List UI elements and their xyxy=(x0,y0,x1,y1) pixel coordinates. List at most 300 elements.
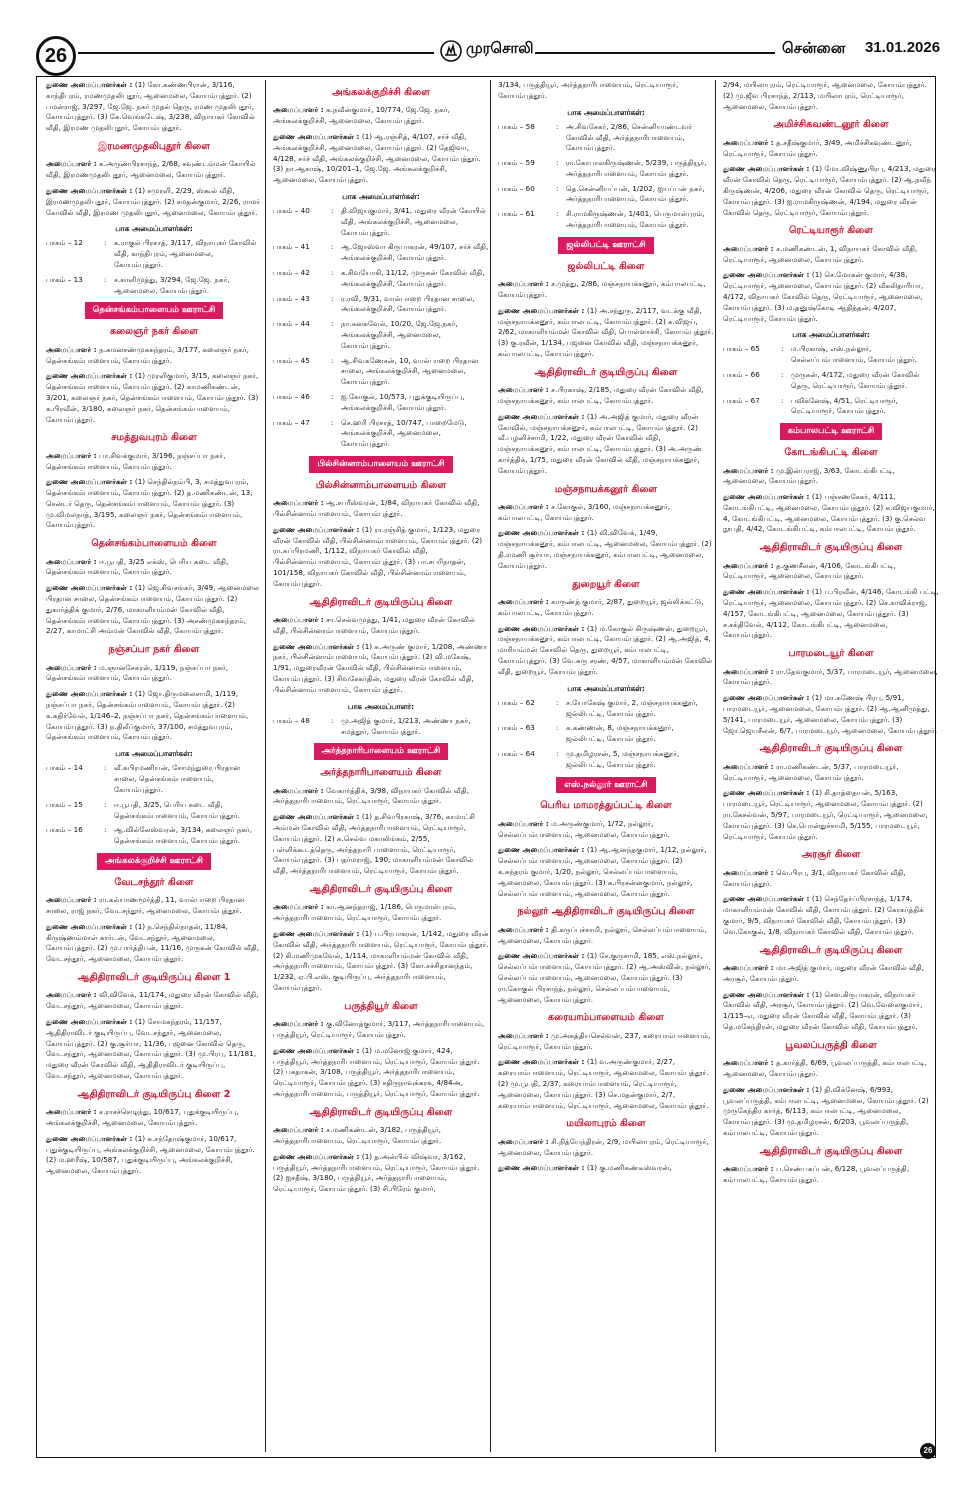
role-label: அமைப்பாளர் : xyxy=(723,243,777,253)
appointment-entry xyxy=(46,371,262,425)
ward-number: பாகம் – 13 xyxy=(46,274,83,284)
appointee-details: ரா.மணிகண்டன், 5/37, பாரமடையூர், ரெட்டியாரூர், ஆனைமலை, கோயம்புத்தூர். xyxy=(723,761,899,782)
appointment-entry xyxy=(723,788,939,842)
ward-entry xyxy=(46,275,262,297)
appointment-entry xyxy=(498,624,714,678)
column-rule xyxy=(715,80,716,1452)
appointment-entry xyxy=(723,693,939,736)
ward-separator: : xyxy=(331,355,334,365)
role-label: துணை அமைப்பாளர்கள் : xyxy=(723,788,812,798)
ward-organiser: ஆ.வில்லேஸ்வரன், 3/134, கலைஞர் நகர், தென்சங்கம்பாளையம், கோயம்புத்தூர். xyxy=(114,825,253,846)
appointee-details: (1) மா.கணேஷ் பிரபு, 5/91, பாரமடையூர், ஆனைமலை, கோயம்புத்தூர். (2) ஆ.ஆனிமுத்து, 5/141, பாரமடையூர், ஆனைமலை, கோயம்புத்தூர். (3) ஜோ.ஜெயசீலன், 6/7, பாரமடையூர், ஆனைமலை, கோயம்புத்தூர். xyxy=(723,693,938,735)
branch-heading: ஆதிதிராவிடர் குடியிருப்பு கிளை 2 xyxy=(77,1088,231,1100)
ward-organiser: அ.சிவசேகர், 2/86, சென்னியாண்டவர் கோவில் வீதி, அர்த்தநாரிபாளையம், கோயம்புத்தூர். xyxy=(566,121,693,153)
ward-number: பாகம் – 60 xyxy=(498,183,535,193)
appointment-entry xyxy=(723,138,939,160)
appointee-details: த.சதீஷ்குமார், 3/49, அமிச்சிகவுண்டனூர், ரெட்டியாரூர், கோயம்புத்தூர். xyxy=(723,137,912,158)
ward-entry xyxy=(723,370,939,392)
ward-separator: : xyxy=(556,158,559,168)
ward-number: பாகம் – 66 xyxy=(723,370,760,380)
text-column-1 xyxy=(46,80,262,1452)
appointee-details: 2/94, மயிலாபுரம், ரெட்டியாரூர், ஆனைமலை, கோயம்புத்தூர். (2) மு.ஜீவ பிரசாந்த், 2/113, மயிலாபுரம், ரெட்டியாரூர், ஆனைமலை, கோயம்புத்தூர். xyxy=(723,80,927,111)
appointment-entry xyxy=(498,80,714,102)
appointment-entry xyxy=(273,525,489,590)
appointment-entry xyxy=(46,451,262,473)
role-label: அமைப்பாளர் : xyxy=(498,1136,552,1146)
role-label: துணை அமைப்பாளர்கள் : xyxy=(46,583,135,593)
panchayat-banner xyxy=(498,237,714,254)
column-rule xyxy=(265,80,266,1452)
ward-organiser: நா.கனகவேல், 10/20, ஜே.ஜே.நகர், அங்கலக்குறிச்சி, ஆனைமலை, கோயம்புத்தூர். xyxy=(341,319,458,350)
appointee-details: (1) கோ.கண்ணபிரான், 3/116, காந்திபுரம், ரமணமுதலிபுதூர், ஆனைமலை, கோயம்புத்தூர். (2) பமன்ராஜ், 3/297, ஜே.ஜே. நகர் முதல் தெரு, ரமண முதலிபுதூர், கோயம்புத்தூர். (3) கே.வெங்கடேஷ், 3/238, விநாயகர் கோவில் வீதி, இரமண முதலிபுதூர், கோயம்புத்தூர். xyxy=(46,80,255,133)
ward-organiser: ஈ.பூபதி, 3/25, பெரிய கடை வீதி, தென்சங்கம்பாளையம், கோயம்புத்தூர். xyxy=(114,799,240,820)
role-label: துணை அமைப்பாளர்கள் : xyxy=(723,270,812,280)
appointment-entry xyxy=(273,1046,489,1100)
appointment-entry xyxy=(46,159,262,181)
appointment-entry xyxy=(273,105,489,127)
branch-heading: இரமணமுதலிபுதூர் கிளை xyxy=(97,140,211,152)
ward-organiser: ம.பிரகாஷ், எஸ்.நல்லூர், செல்லப்பம்பாளையம், கோயம்புத்தூர். xyxy=(791,344,917,365)
appointee-details: (1) ந.செந்தில்நாதன், 11/84, கிருஷ்ணம்மாள் கார்டன், வேடசந்தூர், ஆனைமலை, கோயம்புத்தூர். (2) மு.பார்த்திபன், 11/16, முருகன் கோவில் வீதி, வேடசந்தூர், ஆனைமலை, கோயம்புத்தூர். xyxy=(46,921,260,964)
branch-heading: அங்கலக்குறிச்சி கிளை xyxy=(332,87,430,98)
ward-separator: : xyxy=(104,238,107,248)
appointee-details: (1) த.சிவபிரகாஷ், 3/76, காமாட்சி அம்மன் கோவில் வீதி, அர்த்தநாரிபாளையம், ரெட்டியாரூர், கோயம்புத்தூர். (2) சு.செல்வ மகாலிங்கம், 2/55, பள்ளிக்கூடத்தெரு, அர்த்தநாரி பாளையம், ரெட்டியாரூர், கோயம்புத்தூர். (3) பதர்மராஜ், 190, மாகாளியம்மன் கோவில் வீதி, அர்த்தநாரிபாளையம், ரெட்டியாரூர், கோயம்புத்தூர். xyxy=(273,812,476,876)
ward-entry xyxy=(273,418,489,450)
ward-organiser: தி.விஜயகுமார், 3/41, மதுரை வீரன் கோயில் வீதி, அங்கலக்குறிச்சி, ஆனைமலை, கோயம்புத்தூர். xyxy=(341,206,486,237)
appointment-entry xyxy=(498,385,714,407)
ward-separator: : xyxy=(104,825,107,835)
appointment-entry xyxy=(498,1031,714,1053)
appointment-entry xyxy=(273,132,489,186)
appointee-details: (1) ம.கோகுல் கிருஷ்ணன், துறையூர், மஞ்சநாயக்கனூர், கம்பாலபட்டி, கோயம்புத்தூர். (2) ஆ.அஜித், 4, மாரியம்மன் கோவில் தெரு, துறையூர், கம்பாலபட்டி, கோயம்புத்தூர். (3) வே.சுரு சரண், 4/57, மாகாளியம்மன் கோவில் வீதி, துறையூர், கோயம்புத்தூர். xyxy=(498,623,713,676)
appointment-entry xyxy=(273,902,489,924)
ward-entry xyxy=(273,392,489,414)
ward-separator: : xyxy=(104,763,107,773)
ward-entry xyxy=(273,716,489,738)
appointment-entry xyxy=(498,528,714,571)
branch-heading: ஆதிதிராவிடர் குடியிருப்பு கிளை xyxy=(309,596,453,608)
branch-heading: பெரிய மாமரத்துப்பட்டி கிளை xyxy=(540,800,672,812)
appointee-details: (1) த.அன்பில் விஷ்வா, 3/162, பருத்தியூர், அர்த்தநாரிபாளையம், ரெட்டியாரூர், கோயம்புத்தூர். (2) ஐசதீஷ், 3/180, பருத்தியூர், அர்த்தநாரிபாளையம், ரெட்டியாரூர், கோயம்புத்தூர். (3) சி.பிரேம் குமார், xyxy=(273,1151,480,1194)
ward-organiser: ஆ.ஜோஸ்வா கிருபாகரன், 49/107, சர்ச் வீதி, அங்கலக்குறிச்சி, கோயம்புத்தூர். xyxy=(341,242,489,263)
appointee-details: (1) பஞ்சணசேகர், 4/111, கோடங்கிபட்டி, ஆனைமலை, கோயம்புத்தூர். (2) க.விஜயகுமார், 4, கோடங்கிபட்டி, ஆனைமலை, கோயம்புத்தூர். (3) கு.செல்வ நூபதி, 4/42, கோடங்கிபட்டி, கம்பாலபட்டி, கோயம்புத்தூர். xyxy=(723,492,935,534)
text-column-3 xyxy=(498,80,714,1452)
appointee-details: வெ.பிரபு, 3/1, விநாயகர் கோவில் வீதி, கோயம்புத்தூர். xyxy=(723,867,906,888)
appointment-entry xyxy=(46,557,262,579)
section-subheading: பாக அமைப்பாளர்கள்: xyxy=(115,224,193,234)
panchayat-banner-label: ஜல்லிபட்டி ஊராட்சி xyxy=(558,237,653,254)
role-label: அமைப்பாளர் : xyxy=(46,662,100,672)
role-label: அமைப்பாளர் : xyxy=(723,1164,777,1174)
role-label: அமைப்பாளர் : xyxy=(273,785,327,795)
role-label: துணை அமைப்பாளர்கள் : xyxy=(498,1163,587,1173)
appointment-entry xyxy=(723,1058,939,1080)
role-label: அமைப்பாளர் : xyxy=(273,1125,327,1135)
branch-heading: ஆதிதிராவிடர் குடியிருப்பு கிளை 1 xyxy=(77,971,231,983)
ward-number: பாகம் – 43 xyxy=(273,293,310,303)
appointment-entry xyxy=(723,990,939,1033)
appointee-details: ச.ராசச்செழுந்து, 10/617, புதுக்குடியிருப்பு, அங்கலக்குறிச்சி, ஆனைமலை, கோயம்புத்தூர். xyxy=(46,1107,239,1127)
ward-number: பாகம் – 64 xyxy=(498,748,535,758)
appointment-entry xyxy=(273,786,489,808)
role-label: துணை அமைப்பாளர்கள் : xyxy=(46,80,135,89)
appointee-details: (1) செந்தில்நம்பி, 3, சமத்துவபுரம், தென்சங்கம்பாளையம், கோயம்புத்தூர். (2) த.மணிகண்டன், 13, சென்டர் தெரு, தென்சங்கம்பாளையம், கோயம்புத்தூர். (3) மு.விமலநாத், 3/195, கலைஞர் நகர், தென்சங்கம்பாளையம், கோயம்புத்தூர். xyxy=(46,477,253,530)
panchayat-banner xyxy=(46,302,262,319)
ward-organiser: க.சிவயோகி, 11/12, முருகன் கோவில் வீதி, அங்கலக்குறிச்சி, கோயம்புத்தூர். xyxy=(341,268,485,288)
branch-heading: கரையாம்பாளையம் கிளை xyxy=(548,1012,664,1024)
role-label: துணை அமைப்பாளர்கள் : xyxy=(723,164,812,174)
role-label: துணை அமைப்பாளர்கள் : xyxy=(273,131,362,141)
branch-heading: ஆதிதிராவிடர் குடியிருப்பு கிளை xyxy=(534,366,678,378)
role-label: துணை அமைப்பாளர்கள் : xyxy=(46,1016,135,1026)
appointee-details: ரா.கல்யாணமூர்த்தி, 11, வால்பாறை பிரதான சாலை, ராஜ் நகர், வேடசந்தூர், ஆனைமலை, கோயம்புத்தூர். xyxy=(46,895,245,915)
column-rule xyxy=(490,80,491,1452)
appointee-details: (1) ஆ.ரஞ்சித், 4/107, சர்ச் வீதி, அங்கலக்குறிச்சி, ஆனைமலை, கோயம்புத்தூர். (2) தேஜிவா, 4/128, சர்ச் வீதி, அங்கலக்குறிச்சி, ஆனைமலை, கோயம்புத்தூர். (3) நா.ஆகாஷ், 10/201–1, ஜே.ஜே. அங்கலக்குறிச்சி, ஆனைமலை, கோயம்புத்தூர். xyxy=(273,131,481,185)
appointee-details: (1) கு.மணிகண்டீஸ்வரன், xyxy=(586,1163,672,1173)
appointee-details: (1) சமுரளி, 2/29, ஸ்கூல் வீதி, இரமணமுதலிபுதூர், கோயம்புத்தூர். (2) சமதன்குமார், 2/26, ராமர் கோவில் வீதி, இரமண முதலிபுதூர், ஆனைமலை, கோயம்புத்தூர். xyxy=(46,185,261,217)
role-label: அமைப்பாளர் : xyxy=(723,666,777,676)
ward-entry xyxy=(498,698,714,720)
ward-entry xyxy=(273,319,489,351)
ward-organiser: ச.காளிமுத்து, 3/294, ஜே.ஜே. நகர், ஆனைமலை, கோயம்புத்தூர். xyxy=(114,274,230,295)
ward-organiser: ச.யோகேஷ் குமார், 2, மஞ்சநாயக்கனூர், ஜல்லிபட்டி, கோயம்புத்தூர். xyxy=(566,697,698,718)
branch-heading: மயிலாபுரம் கிளை xyxy=(566,1118,646,1130)
appointment-entry xyxy=(498,597,714,619)
ward-organiser: செ.ஹரி பிரசாத், 10/747, பாறைமேடு, அங்கலக்குறிச்சி, ஆனைமலை, கோயம்புத்தூர். xyxy=(341,417,467,449)
ward-number: பாகம் – 42 xyxy=(273,268,310,278)
ward-number: பாகம் – 40 xyxy=(273,206,310,216)
role-label: துணை அமைப்பாளர்கள் : xyxy=(498,1057,587,1067)
masthead xyxy=(0,0,972,67)
role-label: அமைப்பாளர் : xyxy=(723,867,777,877)
issue-date: 31.01.2026 xyxy=(865,39,941,56)
ward-organiser: தெ.சென்னியப்பன், 1/202, ஐயப்பன் நகர், அர்த்தநாரிபாளையம், கோயம்புத்தூர். xyxy=(566,183,705,204)
panchayat-banner-label: அங்கலக்குறிச்சி ஊராட்சி xyxy=(97,853,211,870)
role-label: அமைப்பாளர் : xyxy=(498,818,552,828)
branch-heading: வேடசந்தூர் கிளை xyxy=(114,876,194,888)
ward-entry xyxy=(46,825,262,847)
section-subheading: பாக அமைப்பாளர்கள்: xyxy=(567,683,645,693)
appointee-details: ப.செண்பகப்பன், 6/128, பூவலப்பருத்தி, கம்பாலபட்டி, கோயம்புத்தூர். xyxy=(723,1164,910,1184)
branch-heading: பாரமடையூர் கிளை xyxy=(788,648,874,660)
ward-organiser: மு.தமிழரசன், 5, மஞ்சநாயக்கனூர், ஜல்லிபட்டி, கோயம்புத்தூர். xyxy=(566,748,680,769)
role-label: அமைப்பாளர் : xyxy=(46,1107,100,1117)
ward-number: பாகம் – 63 xyxy=(498,723,535,733)
appointment-entry xyxy=(498,1137,714,1159)
appointee-details: (1) வி.விவேக், 1/49, மஞ்சநாயக்கனூர், கம்பாலபட்டி, ஆனைமலை, கோயம்புத்தூர். (2) தி.ரமணி சூர்யா, மஞ்சநாயக்கனூர், கம்பாலபட்டி, ஆனைமலை, கோயம்புத்தூர். xyxy=(498,528,712,570)
ward-entry xyxy=(273,206,489,238)
appointment-entry xyxy=(723,1164,939,1186)
appointment-entry xyxy=(723,270,939,324)
role-label: துணை அமைப்பாளர்கள் : xyxy=(498,528,587,538)
section-subheading: பாக அமைப்பாளர்கள்: xyxy=(567,107,645,117)
appointee-details: ம.அருண்குமார், 1/72, நல்லூர், செல்லப்பம்பாளையம், ஆனைமலை, கோயம்புத்தூர். xyxy=(498,818,670,839)
panchayat-banner xyxy=(273,456,489,473)
ward-separator: : xyxy=(104,274,107,284)
ward-organiser: க.கண்ணன், 8, மஞ்சநாயக்கனூர், ஜல்லிபட்டி, கோயம்புத்தூர். xyxy=(566,723,674,744)
appointee-details: தி.கருப்புச்சாமி, நல்லூர், செல்லப்பம்பாளையம், ஆனைமலை, கோயம்புத்தூர். xyxy=(498,924,707,945)
role-label: அமைப்பாளர் : xyxy=(723,560,777,570)
branch-heading: நஞ்சப்பா நகர் கிளை xyxy=(108,644,200,656)
role-label: அமைப்பாளர் : xyxy=(46,556,100,566)
role-label: துணை அமைப்பாளர்கள் : xyxy=(498,845,587,855)
ward-number: பாகம் – 62 xyxy=(498,697,535,707)
appointee-details: ந.சுமனசண்முகசுந்தரம், 3/177, கலைஞர் நகர், தென்சங்கம்பாளையம், கோயம்புத்தூர். xyxy=(46,344,249,365)
appointee-details: காருண்த் குமார், 2/87, துறையூர், ஜல்லிக்கட்டு, கம்பாலபட்டி, கோயம்புத்தூர். xyxy=(498,597,704,617)
ward-entry xyxy=(498,122,714,154)
branch-heading: ஆதிதிராவிடர் குடியிருப்பு கிளை xyxy=(759,944,903,956)
appointment-entry xyxy=(273,498,489,520)
role-label: அமைப்பாளர் : xyxy=(273,902,327,912)
appointee-details: (1) ரா.ரஞ்சித் குமார், 1/123, மதுரை வீரன் கோவில் வீதி, பில்சின்னாம்பாளையம், கோயம்புத்தூர். (2) ரா.சுப்பிரமணி, 1/112, விநாயகர் கோவில் வீதி, பில்சின்னாம்பாளையம், கோயம்புத்தூர். (3) பா.சபரிநாதன், 101/158, விநாயகர் கோவில் வீதி, பில்சின்னாம்பாளையம், கோயம்புத்தூர். xyxy=(273,524,483,588)
ward-organiser: ஐ.கோகுல், 10/573, புதுக்குடியிருப்பு, அங்கலக்குறிச்சி, கோயம்புத்தூர். xyxy=(341,392,465,412)
panchayat-banner-label: தென்சங்கம்பாளையம் ஊராட்சி xyxy=(85,302,224,319)
role-label: அமைப்பாளர் : xyxy=(498,597,552,607)
appointee-details: ச.முத்து, 2/86, மஞ்சநாயக்கனூர், கம்பாலபட்டி, கோயம்புத்தூர். xyxy=(498,279,706,299)
branch-heading: ரெட்டியாரூர் கிளை xyxy=(789,225,873,237)
role-label: துணை அமைப்பாளர்கள் : xyxy=(723,989,812,999)
appointment-entry xyxy=(498,1163,714,1174)
branch-heading: கோடங்கிபட்டி கிளை xyxy=(784,447,878,459)
role-label: துணை அமைப்பாளர்கள் : xyxy=(723,492,812,502)
appointee-details: (1) செந்தேர்ப்பிரசாந்த், 1/174, மாகாளியம்மன் கோவில் வீதி, கோயம்புத்தூர். (2) கோகர்த்திக் குமார், 9/5, விநாயகர் கோவில் வீதி, கோயம்புத்தூர். (3) வெ.கோகுல், 1/8, விநாயகர் கோவில் வீதி, கோயம்புத்தூர். xyxy=(723,894,924,936)
appointment-entry xyxy=(723,894,939,937)
ward-separator: : xyxy=(331,268,334,278)
edition-city: சென்னை xyxy=(782,39,846,57)
role-label: துணை அமைப்பாளர்கள் : xyxy=(273,641,362,651)
section-subheading: பாக அமைப்பாளர்கள்: xyxy=(792,330,870,340)
appointee-details: (1) செள.கிருபாகரன், விநாயகர் கோவில் வீதி, அரசூர், கோயம்புத்தூர். (2) வெ.வேலைகுமார், 1/115–எ, மதுரை வீரன் கோவில் வீதி, கோயம்புத்தூர். (3) தெ.மகேந்திரன், மதுரை வீரன் கோவில் வீதி, கோயம்புத்தூர். xyxy=(723,989,923,1031)
ward-organiser: முருகன், 4/172, மதுரை வீரன் கோவில் தெரு, ரெட்டியாரூர், கோயம்புத்தூர். xyxy=(791,370,920,390)
appointment-entry xyxy=(723,868,939,890)
ward-separator: : xyxy=(556,723,559,733)
branch-heading: ஆதிதிராவிடர் குடியிருப்பு கிளை xyxy=(759,542,903,554)
appointment-entry xyxy=(723,762,939,784)
appointment-entry xyxy=(723,80,939,112)
appointment-entry xyxy=(498,1057,714,1111)
role-label: துணை அமைப்பாளர்கள் : xyxy=(273,812,362,822)
branch-heading: அர்த்தநாரிபாளையம் கிளை xyxy=(320,767,442,779)
ward-number: பாகம் – 46 xyxy=(273,392,310,402)
ward-entry xyxy=(273,268,489,290)
role-label: துணை அமைப்பாளர்கள் : xyxy=(273,1045,362,1055)
ward-entry xyxy=(723,344,939,366)
role-label: அமைப்பாளர் : xyxy=(498,501,552,511)
appointee-details: (1) முரளிகுமார், 3/15, கலைஞர் நகர், தென்சங்கம்பாளையம், கோயம்புத்தூர். (2) காமணிகண்டன், 3/201, கலைஞர் நகர், தென்சங்கம்பாளையம், கோயம்புத்தூர். (3) க.பிரவீன், 3/180, கலைஞர் நகர், தென்சங்கம்பாளையம், கோயம்புத்தூர். xyxy=(46,371,259,424)
appointee-details: க.அருண்பிரசாந்த், 2/68, சவுண்டம்மன் கோயில் வீதி, இரமணமுதலிபுதூர், ஆனைமலை, கோயம்புத்தூர். xyxy=(46,159,256,180)
ward-entry xyxy=(273,356,489,388)
appointment-entry xyxy=(723,1085,939,1139)
role-label: துணை அமைப்பாளர்கள் : xyxy=(498,623,587,633)
page-number: 26 xyxy=(36,36,76,76)
text-column-2 xyxy=(273,80,489,1452)
appointment-entry xyxy=(273,615,489,637)
appointee-details: (1) அ.அஜித் குமார், மதுரை வீரன் கோவில், மஞ்சநாயக்கனூர், கம்பாலபட்டி, கோயம்புத்தூர். (2) வீ.பழனிச்சாமி, 1/22, மதுரை வீரன் கோவில் வீதி, மஞ்சநாயக்கனூர், கம்பாலபட்டி, கோயம்புத்தூர். (3) அ.அருண் கார்த்திக், 1/75, மதுரை வீரன் கோவில் வீதி, மஞ்சநாயக்கனூர், கோயம்புத்தூர். xyxy=(498,411,703,475)
appointment-entry xyxy=(723,963,939,985)
role-label: அமைப்பாளர் : xyxy=(46,344,100,354)
appointee-details: (1) ப.பிரபாகரன், 1/142, மதுரை வீரன் கோவில் வீதி, அர்த்தநாரிபாளையம், ரெட்டியாரூர், கோயம்புத்தூர். (2) கி.மணிமுகவேல், 1/114, மாகாளியம்மன் கோவில் வீதி, அர்த்தநாரிபாளையம், கோயம்புத்தூர். (3) கோ.சச்சிதானந்தம், 1/232, ஏ.பி.எஸ். குடியிருப்பு, அர்த்தநாரிபாளையம், கோயம்புத்தூர். xyxy=(273,928,489,992)
footer-page-number: 26 xyxy=(920,1443,936,1459)
appointee-details: (1) வ.அருண்குமார், 2/27, கரையாம்பாளையம், ரெட்டியாரூர், ஆனைமலை, கோயம்புத்தூர். (2) மு.பூபதி, 2/37, கரையாம்பாளையம், ரெட்டியாரூர், ஆனைமலை, கோயம்புத்தூர். (3) செ.மதன்குமார், 2/7, கரையாம்பாளையம், ரெட்டியாரூர், ஆனைமலை, கோயம்புத்தூர். xyxy=(498,1057,709,1110)
appointment-entry xyxy=(46,663,262,685)
appointee-details: (1) ப.பிரவீன், 4/146, கோடங்கி பட்டி, ரெட்டியாரூர், ஆனைமலை, கோயம்புத்தூர். (2) செ.காவிக்ராஜ், 4/157, கோடங்கிபட்டி, ஆனைமலை, கோயம்புத்தூர். (3) ச.சக்திவேல், 4/112, கோடங்கிபட்டி, ஆனைமலை, கோயம்புத்தூர். xyxy=(723,587,939,640)
appointee-details: சா.செல்வமுத்து, 1/41, மதுரை வீரன் கோவில் வீதி, பில்சின்னாம்பாளையம், கோயம்புத்தூர். xyxy=(273,615,476,635)
section-subheading: பாக அமைப்பாளர்கள்: xyxy=(115,749,193,759)
appointment-entry xyxy=(46,80,262,134)
appointment-entry xyxy=(46,477,262,531)
role-label: அமைப்பாளர் : xyxy=(46,895,100,905)
panchayat-banner xyxy=(723,423,939,440)
appointment-entry xyxy=(498,845,714,899)
role-label: துணை அமைப்பாளர்கள் : xyxy=(498,411,587,421)
role-label: துணை அமைப்பாளர்கள் : xyxy=(273,928,362,938)
appointee-details: ஆ.சபரீஸ்வரன், 1/84, விநாயகர் கோவில் வீதி, பில்சின்னாம்பாளையம், கோயம்புத்தூர். xyxy=(273,498,480,519)
role-label: அமைப்பாளர் : xyxy=(273,1019,327,1029)
appointee-details: (1) மோ.விஷ்ணுபிரபு, 4/213, மதுரை வீரன் கோவில் தெரு, ரெட்டியாரூர், கோயம்புத்தூர். (2) ஆ.நவீந் கிருஷ்ணன், 4/206, மதுரை வீரன் கோவில் தெரு, ரெட்டியாரூர், கோயம்புத்தூர். (3) ஐ.ராமகிருஷ்ணன், 4/194, மதுரை வீரன் கோவில் தெரு, ரெட்டியாரூர், கோயம்புத்தூர். xyxy=(723,164,936,217)
ward-entry xyxy=(273,242,489,264)
branch-heading: அமிச்சிகவண்டனூர் கிளை xyxy=(773,119,889,131)
masthead-rule-right xyxy=(535,52,775,54)
ward-separator: : xyxy=(331,293,334,303)
appointee-details: (1) சே.குருசாமி, 185, எஸ்.நல்லூர், செல்லப்பம்பாளையம், கோயம்புத்தூர். (2) ஆ.அஸ்வின், நல்லூர், செல்லப்பம்பாளையம், ஆனைமலை, கோயம்புத்தூர். (3) ரா.கோகுல் பிரசாந்த், நல்லூர், செல்லப்பம்பாளையம், ஆனைமலை, கோயம்புத்தூர். xyxy=(498,951,711,1004)
branch-heading: பருத்தியூர் கிளை xyxy=(344,1000,418,1012)
branch-heading: சமத்துவபுரம் கிளை xyxy=(111,432,197,444)
role-label: அமைப்பாளர் : xyxy=(498,279,552,289)
appointment-entry xyxy=(46,1107,262,1129)
ward-organiser: ர.ரவி, 9/31, வால்பாறை பிரதான சாலை, அங்கலக்குறிச்சி, கோயம்புத்தூர். xyxy=(341,293,475,314)
ward-number: பாகம் – 58 xyxy=(498,121,535,131)
appointee-details: (1) சு.சந்தோஷ்குமார், 10/617, புதுக்குடியிருப்பு, அங்கலக்குறிச்சி, ஆனைமலை, கோயம்புத்தூர். (2) ம.ஹரீஷ், 10/587, புதுக்குடியிருப்பு, அங்கலக்குறிச்சி, ஆனைமலை, கோயம்புத்தூர். xyxy=(46,1133,255,1176)
newspaper-title: முரசொலி xyxy=(466,39,534,57)
role-label: அமைப்பாளர் : xyxy=(46,159,100,169)
branch-heading: மஞ்சநாயக்கனூர் கிளை xyxy=(554,483,658,495)
branch-heading: ஆதிதிராவிடர் குடியிருப்பு கிளை xyxy=(309,1106,453,1118)
appointment-entry xyxy=(273,1152,489,1195)
role-label: அமைப்பாளர் : xyxy=(723,137,777,147)
role-label: துணை அமைப்பாளர்கள் : xyxy=(498,305,587,315)
ward-number: பாகம் – 14 xyxy=(46,763,83,773)
ward-number: பாகம் – 45 xyxy=(273,355,310,365)
branch-heading: கலைஞர் நகர் கிளை xyxy=(109,326,199,338)
appointment-entry xyxy=(723,466,939,488)
ward-separator: : xyxy=(781,344,784,354)
ward-separator: : xyxy=(331,417,334,427)
role-label: துணை அமைப்பாளர்கள் : xyxy=(46,477,135,487)
appointee-details: கா.ஆனந்தராஜ், 1/186, பெருமாள்புரம், அர்த்தநாரிபாளையம், ரெட்டியாரூர், கோயம்புத்தூர். xyxy=(273,902,457,923)
panchayat-banner-label: பில்சின்னாம்பாளையம் ஊராட்சி xyxy=(309,456,452,473)
role-label: துணை அமைப்பாளர்கள் : xyxy=(46,921,135,931)
role-label: அமைப்பாளர் : xyxy=(273,498,327,508)
branch-heading: ஆதிதிராவிடர் குடியிருப்பு கிளை xyxy=(309,884,453,895)
ward-entry xyxy=(498,209,714,231)
ward-entry xyxy=(273,294,489,316)
ward-separator: : xyxy=(556,183,559,193)
panchayat-banner xyxy=(46,853,262,870)
role-label: அமைப்பாளர் : xyxy=(723,962,777,972)
appointee-details: (1) சி.தாத்தையன், 5/163, பாரமடையூர், ரெட்டியாரூர், ஆனைமலை, கோயம்புத்தூர். (2) ரா.கேசல்வன், 5/97, பாரமடையூர், ரெட்டியாரூர், ஆனைமலை, கோயம்புத்தூர். (3) செ.பொன்துச்சாமி, 5/155, பாரமடையூர், ரெட்டியாரூர், கோயம்புத்தூர். xyxy=(723,788,928,841)
appointee-details: த.குணசீலன், 4/106, கோடங்கிபட்டி, ரெட்டியாரூர், ஆனைமலை, கோயம்புத்தூர். xyxy=(723,560,896,581)
panchayat-banner-label: அர்த்தநாரிபாளையம் ஊராட்சி xyxy=(314,743,449,760)
appointment-entry xyxy=(723,561,939,583)
appointment-entry xyxy=(498,279,714,301)
appointee-details: சி.நித்யேந்திரன், 2/9, மயிலாபுரம், ரெட்டியாரூர், ஆனைமலை, கோயம்புத்தூர். xyxy=(498,1136,709,1157)
ward-entry xyxy=(498,723,714,745)
role-label: அமைப்பாளர் : xyxy=(273,105,327,115)
appointee-details: (1) அ.சந்துரு, 2/117, வடக்கு வீதி, மஞ்சநாயக்கனூர், கம்பாலபட்டி, கோயம்புத்தூர். (2) க.விஜய், 2/62, மாகாளியம்மன் கோவில் வீதி, பொள்ளாச்சி, கோயம்புத்தூர். (3) கு.ரவீன், 1/134, பஜனை கோவில் வீதி, மஞ்சநாயக்கனூர், கம்பாலபட்டி, கோயம்புத்தூர். xyxy=(498,305,714,358)
appointment-entry xyxy=(273,812,489,877)
appointee-details: மா.அஜித் குமார், மதுரை வீரன் கோவில் வீதி, அரசூர், கோயம்புத்தூர். xyxy=(723,962,925,983)
appointment-entry xyxy=(273,1019,489,1041)
ward-number: பாகம் – 44 xyxy=(273,319,310,329)
role-label: துணை அமைப்பாளர்கள் : xyxy=(723,693,812,703)
appointee-details: பா.சிவக்குமார், 3/196, நஞ்சப்பா நகர், தென்சங்கம்பாளையம், கோயம்புத்தூர். xyxy=(46,450,226,471)
appointee-details: ரா.தேவகுமார், 5/37, பாரமடையூர், ஆனைமலை, கோயம்புத்தூர். xyxy=(723,666,938,687)
appointment-entry xyxy=(498,925,714,947)
appointment-entry xyxy=(723,244,939,266)
role-label: துணை அமைப்பாளர்கள் : xyxy=(46,185,135,195)
appointment-entry xyxy=(498,819,714,841)
appointee-details: க.நவீன்குமார், 10/774, ஜே.ஜே. நகர், அங்கலக்குறிச்சி, ஆனைமலை, கோயம்புத்தூர். xyxy=(273,105,450,126)
role-label: துணை அமைப்பாளர்கள் : xyxy=(723,587,812,597)
appointment-entry xyxy=(273,642,489,696)
role-label: துணை அமைப்பாளர்கள் : xyxy=(46,371,135,381)
appointee-details: வி.விவேக், 11/174, மதுரை வீரன் கோவில் வீதி, வேடசந்தூர், ஆனைமலை, கோயம்புத்தூர். xyxy=(46,990,259,1011)
ward-number: பாகம் – 41 xyxy=(273,242,310,252)
ward-number: பாகம் – 48 xyxy=(273,715,310,725)
ward-number: பாகம் – 15 xyxy=(46,799,83,809)
appointee-details: மு.இன்பராஜ், 3/63, கோடங்கிபட்டி, ஆனைமலை, கோயம்புத்தூர். xyxy=(723,465,895,486)
ward-separator: : xyxy=(556,209,559,219)
ward-number: பாகம் – 59 xyxy=(498,158,535,168)
branch-heading: ஆதிதிராவிடர் குடியிருப்பு கிளை xyxy=(759,743,903,755)
ward-number: பாகம் – 67 xyxy=(723,395,760,405)
ward-entry xyxy=(46,800,262,822)
panchayat-banner-label: எஸ்.நல்லூர் ஊராட்சி xyxy=(556,777,655,794)
section-subheading: பாக அமைப்பாளர்கள்: xyxy=(342,191,420,201)
ward-separator: : xyxy=(781,370,784,380)
masthead-rule-left xyxy=(78,52,434,54)
appointment-entry xyxy=(498,951,714,1005)
appointment-entry xyxy=(46,689,262,743)
appointment-entry xyxy=(723,164,939,218)
ward-organiser: ஆ.சிவகணேசன், 10, வால்பாறை பிரதான சாலை, அங்கலக்குறிச்சி, ஆனைமலை, கோயம்புத்தூர். xyxy=(341,355,479,387)
appointment-entry xyxy=(46,186,262,218)
appointment-entry xyxy=(723,492,939,535)
ward-separator: : xyxy=(104,799,107,809)
appointee-details: ச.கோகுல், 3/160, மஞ்சநாயக்கனூர், கம்பாலபட்டி, கோயம்புத்தூர். xyxy=(498,501,671,522)
appointment-entry xyxy=(498,502,714,524)
appointee-details: மு.அகத்தியசெல்வன், 237, கரையாம்பாளையம், ரெட்டியாரூர், கோயம்புத்தூர். xyxy=(498,1030,711,1051)
appointee-details: (1) ஜோ.திருமலைசாமி, 1/119, நஞ்சப்பா நகர், தென்சங்கம்பாளையம், கோயம்புத்தூர். (2) க.கதிர்வேல், 1/146–2, நஞ்சப்பா நகர், தென்சங்கம்பாளையம், கோயம்புத்தூர். (3) ந.திலீப்குமார், 37/100, சமத்துவபுரம், தென்சங்கம்பாளையம், கோயம்புத்தூர். xyxy=(46,689,249,742)
ward-number: பாகம் – 47 xyxy=(273,417,310,427)
role-label: துணை அமைப்பாளர்கள் : xyxy=(498,951,587,961)
ward-organiser: க.ராகுல் பிரசாத், 3/117, விநாயகர் கோவில் வீதி, காந்திபுரம், ஆனைமலை, கோயம்புத்தூர். xyxy=(114,238,257,270)
appointee-details: வேகார்த்திக், 3/98, விநாயகர் கோவில் வீதி, அர்த்தநாரிபாளையம், ரெட்டியாரூர், கோயம்புத்தூர். xyxy=(273,785,469,806)
panchayat-banner-label: கம்பாலபட்டி ஊராட்சி xyxy=(780,423,883,440)
branch-heading: பூவலப்பருத்தி கிளை xyxy=(785,1039,877,1051)
appointment-entry xyxy=(723,667,939,689)
ward-number: பாகம் – 65 xyxy=(723,344,760,354)
role-label: அமைப்பாளர் : xyxy=(498,924,552,934)
role-label: அமைப்பாளர் : xyxy=(723,1058,777,1068)
role-label: அமைப்பாளர் : xyxy=(46,990,100,1000)
role-label: துணை அமைப்பாளர்கள் : xyxy=(46,1133,135,1143)
appointee-details: (1) ம.மனோஜ் குமார், 424, பருத்தியூர், அர்த்தநாரிபாளையம், ரெட்டியாரூர், கோயம்புத்தூர். (2) பகதாகன், 3/108, பருத்தியூர், அர்த்தநாரிபாளையம், ரெட்டியாரூர், கோயம்புத்தூர். (3) சதிருநாவுக்கரசு, 4/84அ, அர்த்தநாரிபாளையம், பருத்தியூர், ரெட்டியாரூர், கோயம்புத்தூர். xyxy=(273,1045,480,1098)
appointment-entry xyxy=(46,922,262,965)
ward-organiser: பவிக்னேஷ், 4/51, ரெட்டியாரூர், ரெட்டியாரூர், கோயம்புத்தூர். xyxy=(791,395,898,416)
appointee-details: (1) தி.விக்னேஷ், 6/993, பூவலப்பருத்தி, கம்பாலபட்டி, ஆனைமலை, கோயம்புத்தூர். (2) முருகேந்திர கார்த், 6/113, கம்பாலபட்டி, ஆனைமலை, கோயம்புத்தூர். (3) மு.தமிழரசன், 6/203, பூவலப்பருத்தி, கம்பாலபட்டி, கோயம்புத்தூர். xyxy=(723,1084,929,1137)
appointment-entry xyxy=(498,412,714,477)
